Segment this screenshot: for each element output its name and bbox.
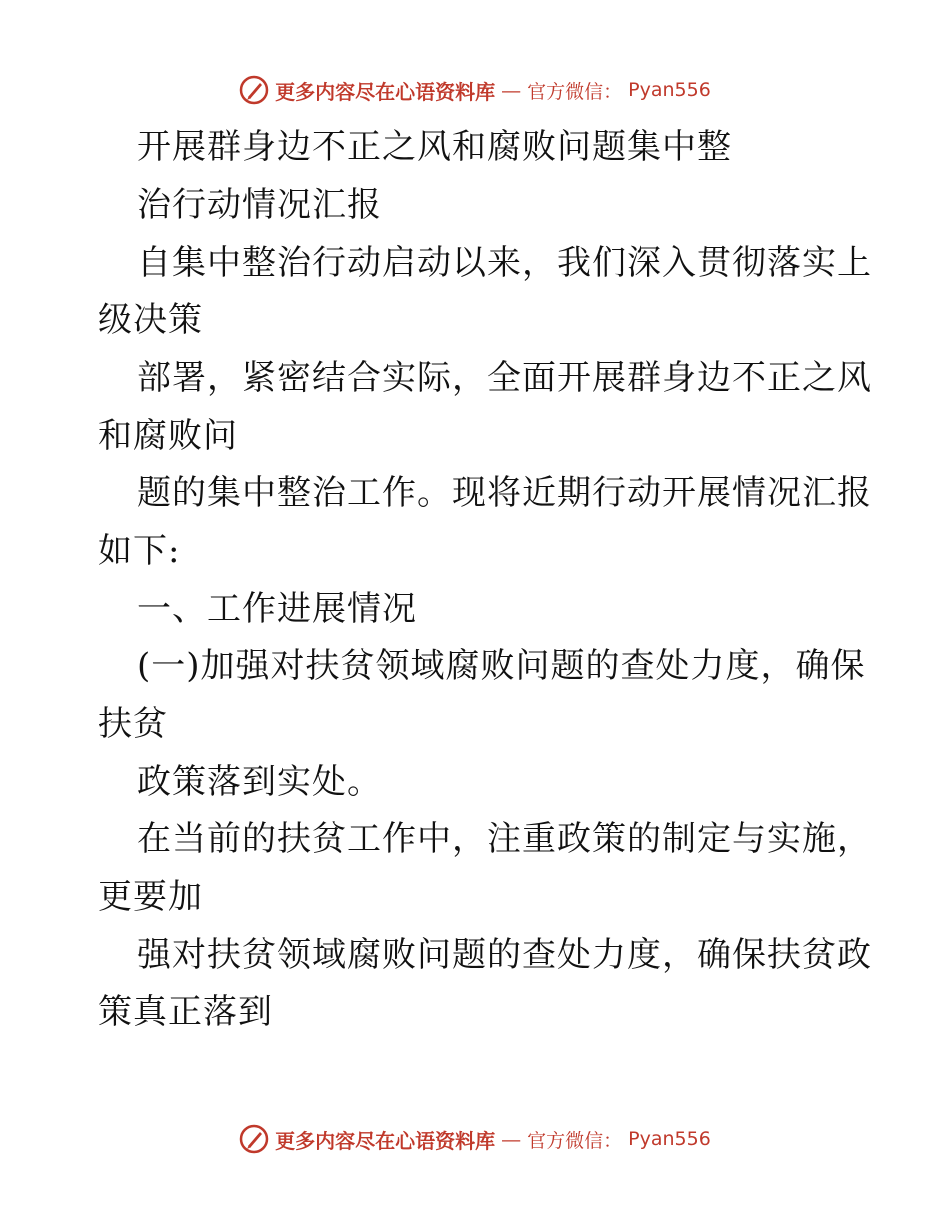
paragraph-line: 部署，紧密结合实际，全面开展群身边不正之风 — [137, 358, 872, 398]
watermark-official-label: 官方微信： — [527, 80, 623, 103]
footer-watermark — [0, 1121, 950, 1157]
section-heading: 一、工作进展情况 — [137, 589, 417, 629]
paragraph-line: 强对扶贫领域腐败问题的查处力度，确保扶贫政 — [137, 935, 872, 975]
document-title-line-1: 开展群身边不正之风和腐败问题集中整 — [137, 127, 732, 167]
subsection-heading-line: 政策落到实处。 — [137, 762, 382, 802]
subsection-heading-line: 扶贫 — [98, 704, 168, 744]
watermark-wechat-id: Pyan556 — [628, 79, 711, 101]
document-title-line-2: 治行动情况汇报 — [137, 185, 382, 225]
paragraph-line: 策真正落到 — [98, 992, 273, 1032]
quill-pen-logo-icon — [239, 1124, 269, 1154]
paragraph-line: 更要加 — [98, 877, 203, 917]
watermark-separator: — — [501, 78, 522, 102]
watermark-brand: 更多内容尽在心语资料库 — [275, 1128, 496, 1153]
paragraph-line: 题的集中整治工作。现将近期行动开展情况汇报 — [137, 473, 872, 513]
paragraph-line: 和腐败问 — [98, 416, 238, 456]
subsection-heading-line: (一)加强对扶贫领域腐败问题的查处力度，确保 — [137, 646, 866, 686]
paragraph-line: 如下: — [98, 531, 181, 571]
watermark-wechat-id: Pyan556 — [628, 1128, 711, 1150]
header-watermark — [0, 72, 950, 108]
paragraph-line: 自集中整治行动启动以来，我们深入贯彻落实上 — [137, 243, 872, 283]
watermark-brand: 更多内容尽在心语资料库 — [275, 79, 496, 104]
paragraph-line: 在当前的扶贫工作中，注重政策的制定与实施， — [137, 819, 872, 859]
watermark-separator: — — [501, 1127, 522, 1151]
watermark-official-label: 官方微信： — [527, 1129, 623, 1152]
paragraph-line: 级决策 — [98, 300, 203, 340]
quill-pen-logo-icon — [239, 75, 269, 105]
